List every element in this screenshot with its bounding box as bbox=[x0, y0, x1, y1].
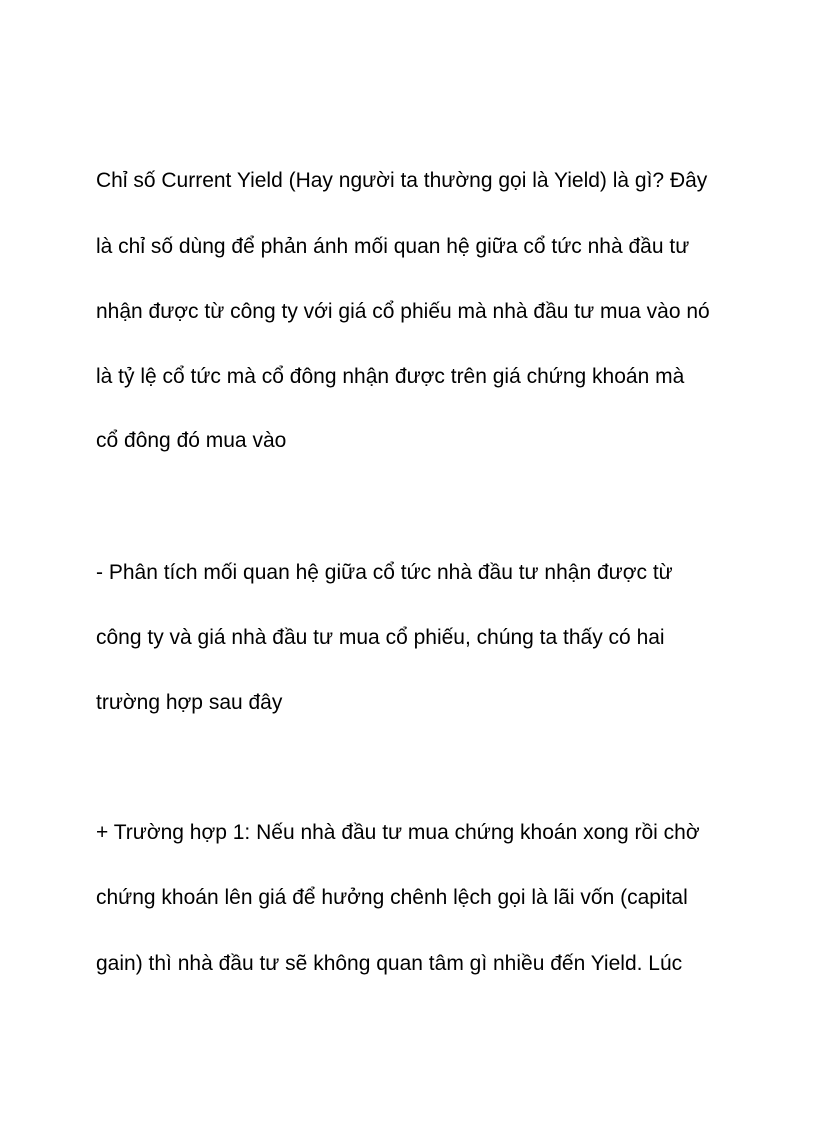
paragraph-3-line-1: + Trường hợp 1: Nếu nhà đầu tư mua chứng khoán xong rồi chờ bbox=[96, 821, 700, 844]
paragraph-3-line-2: chứng khoán lên giá để hưởng chênh lệch gọi là lãi vốn (capital bbox=[96, 886, 688, 909]
paragraph-2-line-1: - Phân tích mối quan hệ giữa cổ tức nhà đầu tư nhận được từ bbox=[96, 561, 673, 584]
paragraph-1-line-5: cổ đông đó mua vào bbox=[96, 429, 287, 452]
paragraph-1-line-2: là chỉ số dùng để phản ánh mối quan hệ giữa cổ tức nhà đầu tư bbox=[96, 235, 690, 258]
paragraph-1-line-4: là tỷ lệ cổ tức mà cổ đông nhận được trên giá chứng khoán mà bbox=[96, 365, 685, 388]
paragraph-2-line-3: trường hợp sau đây bbox=[96, 691, 283, 714]
paragraph-3-line-3: gain) thì nhà đầu tư sẽ không quan tâm gì nhiều đến Yield. Lúc bbox=[96, 952, 683, 975]
paragraph-1-line-3: nhận được từ công ty với giá cổ phiếu mà nhà đầu tư mua vào nó bbox=[96, 300, 710, 323]
paragraph-2-line-2: công ty và giá nhà đầu tư mua cổ phiếu, chúng ta thấy có hai bbox=[96, 626, 665, 649]
paragraph-1-line-1: Chỉ số Current Yield (Hay người ta thường gọi là Yield) là gì? Đây bbox=[96, 169, 708, 192]
